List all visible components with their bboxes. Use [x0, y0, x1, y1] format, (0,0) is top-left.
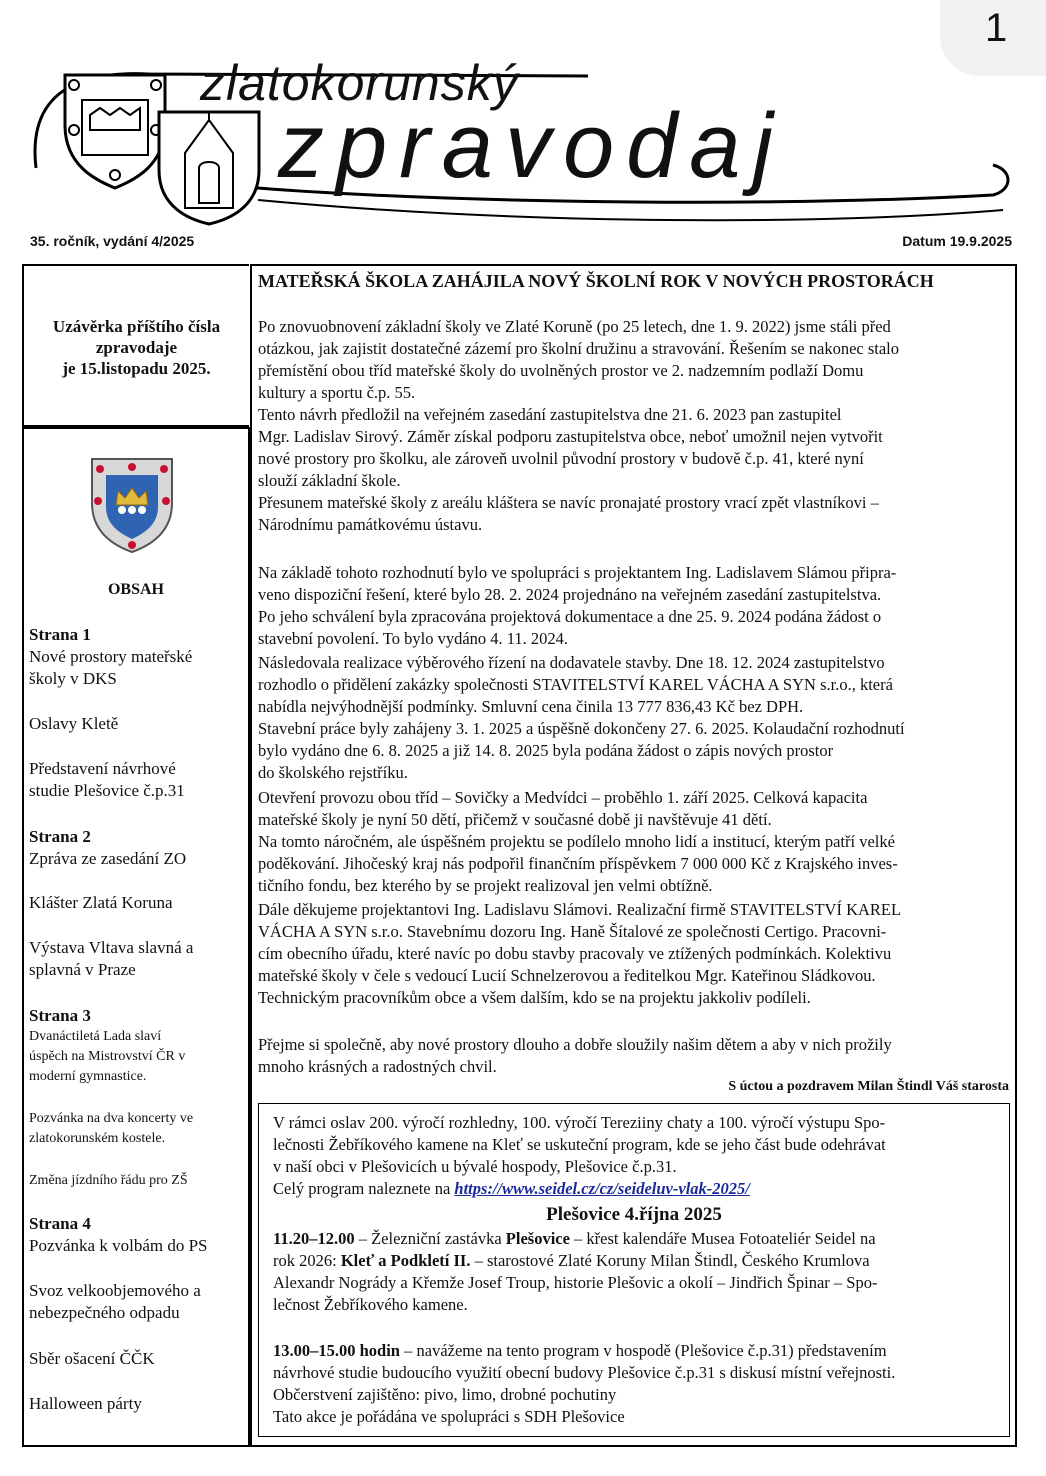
schedule-line: lečnost Žebříkového kamene. [273, 1295, 468, 1314]
article-line: poděkování. Jihočeský kraj nás podpořil finančním příspěvkem 7 000 000 Kč z Krajského inves- [258, 854, 898, 873]
deadline-text: Uzávěrka příštího čísla zpravodaje je 15.listopadu 2025. [52, 317, 221, 378]
schedule-place: Plešovice [505, 1229, 570, 1248]
event-intro-line: lečnosti Žebříkového kamene na Kleť se uskuteční program, kde se jeho část bude odehrávat [273, 1135, 886, 1154]
masthead-subtitle: zlatokorunský [200, 55, 519, 111]
article-line: bylo vydáno dne 6. 8. 2025 a již 14. 8. 2025 byla podána žádost o zápis nových prostor [258, 741, 834, 760]
schedule-time-1: 11.20–12.00 [273, 1229, 355, 1248]
deadline-box [22, 264, 249, 427]
toc-item: Oslavy Kletě [29, 714, 119, 733]
article-line: mnoho krásných a radostných chvil. [258, 1057, 497, 1076]
article-line: Přesunem mateřské školy z areálu kláštera se navíc pronajaté prostory vrací zpět vlastníkovi – [258, 493, 879, 512]
article-line: mateřské školy je nyní 50 dětí, přičemž v současné době ji navštěvuje 41 dětí. [258, 810, 772, 829]
article-line: veno dispoziční řešení, které bylo 28. 2. 2024 projednáno na veřejném zasedání zastupitelstva. [258, 585, 882, 604]
article-line: Na základě tohoto rozhodnutí bylo ve spolupráci s projektantem Ing. Ladislavem Slámou připra- [258, 563, 897, 582]
toc-item: Změna jízdního řádu pro ZŠ [29, 1173, 188, 1188]
article-line: Po jeho schválení byla zpracována projektová dokumentace a dne 25. 9. 2024 podána žádost o [258, 607, 882, 626]
article-line: Přejme si společně, aby nové prostory dlouho a dobře sloužily našim dětem a aby v nich prožily [258, 1035, 892, 1054]
article-line: Dále děkujeme projektantovi Ing. Ladislavu Slámovi. Realizační firmě STAVITELSTVÍ KAREL [258, 900, 902, 919]
toc-page-heading: Strana 2 [29, 827, 91, 846]
article-line: Národnímu památkovému ústavu. [258, 515, 483, 534]
issue-line: 35. ročník, vydání 4/2025 [30, 233, 195, 249]
event-intro-line: V rámci oslav 200. výročí rozhledny, 100. výročí Tereziiny chaty a 100. výročí výstupu Spo- [273, 1113, 886, 1132]
toc-page-heading: Strana 3 [29, 1006, 91, 1025]
schedule-time-2: 13.00–15.00 hodin [273, 1341, 400, 1360]
article-line: Stavební práce byly zahájeny 3. 1. 2025 a úspěšně dokončeny 27. 6. 2025. Kolaudační rozhodnutí [258, 719, 905, 738]
toc-item: Představení návrhové [29, 759, 176, 778]
toc-item: školy v DKS [29, 669, 117, 688]
schedule-line-1: 11.20–12.00 – Železniční zastávka Plešovice – křest kalendáře Musea Fotoateliér Seidel na [273, 1229, 876, 1248]
article-line: otázkou, jak zajistit dostatečné zázemí pro školní družinu a stravování. Řešením se nakonec stalo [258, 339, 900, 358]
article-line: nové prostory pro školku, ale zároveň uvolnil původní prostory v budově č.p. 41, které nyní [258, 449, 864, 468]
event-title: Plešovice 4.října 2025 [546, 1204, 722, 1225]
book-title: Kleť a Podkletí II. [340, 1251, 471, 1270]
contents-heading: OBSAH [107, 581, 164, 598]
article-line: slouží základní škole. [258, 471, 401, 490]
toc-page-heading: Strana 4 [29, 1214, 91, 1233]
article-line: rozhodlo o přidělení zakázky společnosti STAVITELSTVÍ KAREL VÁCHA A SYN s.r.o., která [258, 675, 893, 694]
toc-page-heading: Strana 1 [29, 625, 91, 644]
article-line: Mgr. Ladislav Sirový. Záměr získal podporu zastupitelstva obce, neboť umožnil nejen vytvořit [258, 427, 883, 446]
toc-item: Výstava Vltava slavná a [29, 938, 194, 957]
coat-of-arms-icon [60, 70, 170, 190]
article-line: stavební povolení. To bylo vydáno 4. 11. 2024. [258, 629, 569, 648]
event-intro-line: v naší obci v Plešovicích u bývalé hospody, Plešovice č.p.31. [273, 1157, 677, 1176]
toc-item: Pozvánka k volbám do PS [29, 1236, 208, 1255]
masthead-title: zpravodaj [278, 95, 785, 197]
article-line: cím obecního úřadu, které navíc po dobu stavby pracovaly ve ztížených podmínkách. Kolektivu [258, 944, 892, 963]
article-line: Následovala realizace výběrového řízení na dodavatele stavby. Dne 18. 12. 2024 zastupitelstvo [258, 653, 885, 672]
schedule-line: návrhové studie budoucího využití obecní budovy Plešovice č.p.31 s diskusí místní veřejnosti. [273, 1363, 896, 1382]
article-line: Na tomto náročném, ale úspěšném projektu se podílelo mnoho lidí a institucí, kterým patří velké [258, 832, 895, 851]
article-line: mateřské školy v čele s vedoucí Lucií Schnelzerovou a ředitelkou Mgr. Kateřinou Sládkovou. [258, 966, 876, 985]
article-line: Tento návrh předložil na veřejném zasedání zastupitelstva dne 21. 6. 2023 pan zastupitel [258, 405, 842, 424]
article-line: do školského rejstříku. [258, 763, 408, 782]
schedule-line-3: 13.00–15.00 hodin – navážeme na tento program v hospodě (Plešovice č.p.31) představením [273, 1341, 887, 1360]
program-link[interactable]: https://www.seidel.cz/cz/seideluv-vlak-2025/ [454, 1179, 750, 1198]
article-line: tičního fondu, bez kterého by se projekt realizoval jen velmi obtížně. [258, 876, 713, 895]
toc-item: moderní gymnastice. [29, 1069, 147, 1084]
schedule-line-2: rok 2026: Kleť a Podkletí II. – starostové Zlaté Koruny Milan Štindl, Českého Krumlova [273, 1251, 870, 1270]
issue-date: Datum 19.9.2025 [902, 233, 1012, 249]
toc-item: Sběr ošacení ČČK [29, 1349, 155, 1368]
article-line: kultury a sportu č.p. 55. [258, 383, 416, 402]
schedule-line: Občerstvení zajištěno: pivo, limo, drobné pochutiny [273, 1385, 617, 1404]
toc-item: Nové prostory mateřské [29, 647, 193, 666]
signature: S úctou a pozdravem Milan Štindl Váš starosta [728, 1079, 1009, 1094]
toc-item: úspěch na Mistrovství ČR v [29, 1049, 186, 1064]
church-icon [155, 108, 263, 226]
article-line: Otevření provozu obou tříd – Sovičky a Medvídci – proběhlo 1. září 2025. Celková kapacita [258, 788, 868, 807]
coat-of-arms-color-icon [88, 455, 176, 555]
article-line: nabídla nejvýhodnější podmínky. Smluvní cena činila 13 777 836,43 Kč bez DPH. [258, 697, 804, 716]
schedule-line: Alexandr Nogrády a Křemže Josef Troup, historie Plešovic a okolí – Jindřich Špinar – Spo- [273, 1273, 878, 1292]
program-label: Celý program naleznete na [273, 1179, 455, 1198]
article-headline: MATEŘSKÁ ŠKOLA ZAHÁJILA NOVÝ ŠKOLNÍ ROK V NOVÝCH PROSTORÁCH [258, 271, 934, 291]
toc-item: Zpráva ze zasedání ZO [29, 849, 187, 868]
program-line [273, 1178, 750, 1200]
article-line: přemístění obou tříd mateřské školy do uvolněných prostor ve 2. nadzemním podlaží Domu [258, 361, 864, 380]
toc-item: Klášter Zlatá Koruna [29, 893, 173, 912]
toc-item: studie Plešovice č.p.31 [29, 781, 185, 800]
schedule-line: Tato akce je pořádána ve spolupráci s SDH Plešovice [273, 1407, 625, 1426]
toc-item: zlatokorunském kostele. [29, 1131, 166, 1146]
article-line: Technickým pracovníkům obce a všem dalším, kdo se na projektu jakkoliv podíleli. [258, 988, 811, 1007]
toc-item: nebezpečného odpadu [29, 1303, 180, 1322]
toc-item: Svoz velkoobjemového a [29, 1281, 201, 1300]
toc-item: Halloween párty [29, 1394, 142, 1413]
toc-item: splavná v Praze [29, 960, 136, 979]
page-number: 1 [985, 6, 1008, 50]
article-line: VÁCHA A SYN s.r.o. Stavebnímu dozoru Ing. Haně Šítalové ze společnosti Certigo. Pracovni- [258, 922, 887, 941]
article-line: Po znovuobnovení základní školy ve Zlaté Koruně (po 25 letech, dne 1. 9. 2022) jsme stáli před [258, 317, 891, 336]
toc-item: Dvanáctiletá Lada slaví [29, 1029, 162, 1044]
toc-item: Pozvánka na dva koncerty ve [29, 1111, 194, 1126]
